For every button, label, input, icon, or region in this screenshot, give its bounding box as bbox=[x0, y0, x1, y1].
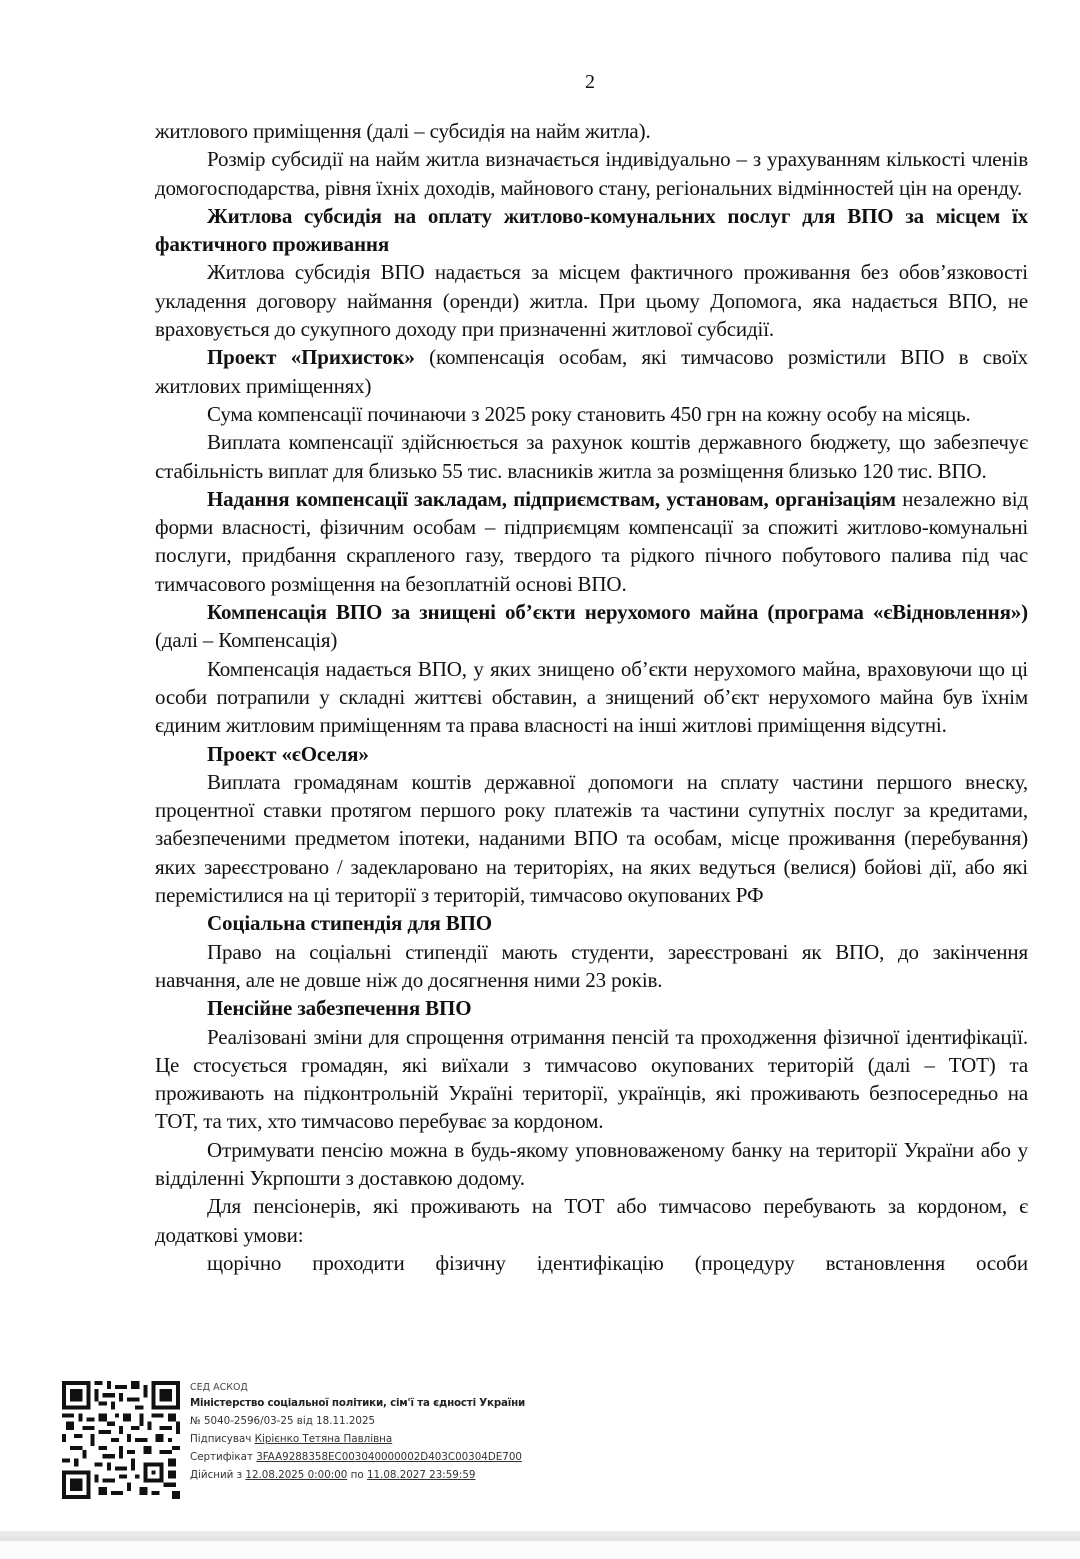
section-heading-paragraph bbox=[155, 909, 1028, 937]
section-heading: Соціальна стипендія для ВПО bbox=[207, 911, 492, 936]
body-paragraph: Житлова субсидія ВПО надається за місцем фактичного проживання без обов’язковості укладення договору наймання (оренди) житла. При цьому Допомога, яка надається ВПО, не враховується до сукупного доходу при призначенні житлової субсидії. bbox=[155, 260, 1028, 342]
stamp-valid-from: 12.08.2025 0:00:00 bbox=[245, 1469, 348, 1481]
stamp-system: СЕД АСКОД bbox=[190, 1382, 248, 1393]
section-heading-rest: (далі – Компенсація) bbox=[155, 628, 338, 653]
stamp-organization: Міністерство соціальної політики, сім'ї та єдності України bbox=[190, 1397, 525, 1409]
section-heading-paragraph bbox=[155, 202, 1028, 259]
document-body bbox=[155, 117, 1028, 1277]
next-page-edge bbox=[0, 1541, 1080, 1559]
body-paragraph: Для пенсіонерів, які проживають на ТОТ або тимчасово перебувають за кордоном, є додаткові умови: bbox=[155, 1194, 1028, 1247]
stamp-signer-name: Кірієнко Тетяна Павлівна bbox=[254, 1433, 393, 1445]
body-paragraph: Компенсація надається ВПО, у яких знищено об’єкти нерухомого майна, враховуючи що ці особи потрапили у складні життєві обставин, а знищений об’єкт нерухомого майна був їхнім єдиним житловим приміщенням та права власності на інші житлові приміщення відсутні. bbox=[155, 656, 1028, 738]
section-heading-rest: незалежно від форми власності, фізичним особам – підприємцям компенсації за спожиті житлово-комунальні послуги, придбання скрапленого газу, твердого та рідкого пічного побутового палива під час тимчасового розміщення на безоплатній основі ВПО. bbox=[155, 486, 1028, 596]
stamp-details bbox=[190, 1382, 525, 1484]
section-heading: Компенсація ВПО за знищені об’єкти нерухомого майна (програма «єВідновлення») bbox=[207, 600, 1028, 625]
body-paragraph: Реалізовані зміни для спрощення отримання пенсій та проходження фізичної ідентифікації. Це стосується громадян, які виїхали з тимчасово окупованих територій (далі – ТОТ) та проживають на підконтрольній Україні території, українців, які проживають безпосередньо на ТОТ, та тих, хто тимчасово перебуває за кордоном. bbox=[155, 1024, 1028, 1134]
section-heading: Надання компенсації закладам, підприємствам, установам, організаціям bbox=[207, 486, 896, 511]
qr-code-icon bbox=[62, 1381, 180, 1499]
section-heading-paragraph bbox=[155, 598, 1028, 655]
body-paragraph: щорічно проходити фізичну ідентифікацію (процедуру встановлення особи bbox=[207, 1250, 1028, 1275]
stamp-valid-to: 11.08.2027 23:59:59 bbox=[366, 1469, 476, 1481]
body-paragraph: Виплата громадянам коштів державної допомоги на сплату частини першого внеску, процентної ставки протягом першого року платежів та частини супутніх послуг за кредитами, забезпеченими предметом іпотеки, наданими ВПО та особам, місце проживання (перебування) яких зареєстровано / задекларовано на територіях, на яких ведуться (велися) бойові дії, або які перемістилися на ці території з територій, тимчасово окупованих РФ bbox=[155, 769, 1028, 908]
section-heading: Житлова субсидія на оплату житлово-комунальних послуг для ВПО за місцем їх фактичного проживання bbox=[155, 203, 1028, 257]
section-heading: Проект «Прихисток» bbox=[207, 345, 415, 370]
body-paragraph: Отримувати пенсію можна в будь-якому уповноваженому банку на території України або у відділенні Укрпошти з доставкою додому. bbox=[155, 1137, 1028, 1190]
stamp-valid-to-label: по bbox=[350, 1469, 364, 1481]
digital-signature-stamp bbox=[62, 1381, 622, 1501]
section-heading: Пенсійне забезпечення ВПО bbox=[207, 996, 472, 1021]
body-paragraph: Виплата компенсації здійснюється за рахунок коштів державного бюджету, що забезпечує стабільність виплат для близько 55 тис. власників житла за розміщення близько 120 тис. ВПО. bbox=[155, 430, 1028, 483]
body-paragraph: Розмір субсидії на найм житла визначається індивідуально – з урахуванням кількості членів домогосподарства, рівня їхніх доходів, майнового стану, регіональних відмінностей цін на оренду. bbox=[155, 147, 1028, 200]
stamp-valid-from-label: Дійсний з bbox=[190, 1469, 243, 1481]
body-paragraph: житлового приміщення (далі – субсидія на найм житла). bbox=[155, 119, 651, 143]
stamp-certificate-row bbox=[190, 1448, 525, 1466]
stamp-signer-row bbox=[190, 1430, 525, 1448]
body-paragraph: Сума компенсації починаючи з 2025 року становить 450 грн на кожну особу на місяць. bbox=[207, 401, 971, 426]
stamp-registration-number: № 5040-2596/03-25 від 18.11.2025 bbox=[190, 1415, 376, 1427]
section-heading-paragraph bbox=[155, 740, 1028, 768]
section-heading: Проект «єОселя» bbox=[207, 741, 369, 766]
stamp-validity-row bbox=[190, 1466, 525, 1484]
section-heading-paragraph bbox=[155, 994, 1028, 1022]
page-number: 2 bbox=[585, 71, 595, 93]
section-heading-rest: (компенсація особам, які тимчасово розмістили ВПО в своїх житлових приміщеннях) bbox=[155, 345, 1028, 398]
section-heading-paragraph bbox=[155, 485, 1028, 598]
page-separator bbox=[0, 1531, 1080, 1541]
section-heading-paragraph bbox=[155, 343, 1028, 400]
stamp-certificate-label: Сертифікат bbox=[190, 1451, 253, 1463]
body-paragraph: Право на соціальні стипендії мають студенти, зареєстровані як ВПО, до закінчення навчання, але не довше ніж до досягнення ними 23 років. bbox=[155, 939, 1028, 992]
stamp-certificate-id: 3FAA9288358EC003040000002D403C00304DE700 bbox=[256, 1451, 522, 1463]
stamp-signer-label: Підписувач bbox=[190, 1433, 252, 1445]
